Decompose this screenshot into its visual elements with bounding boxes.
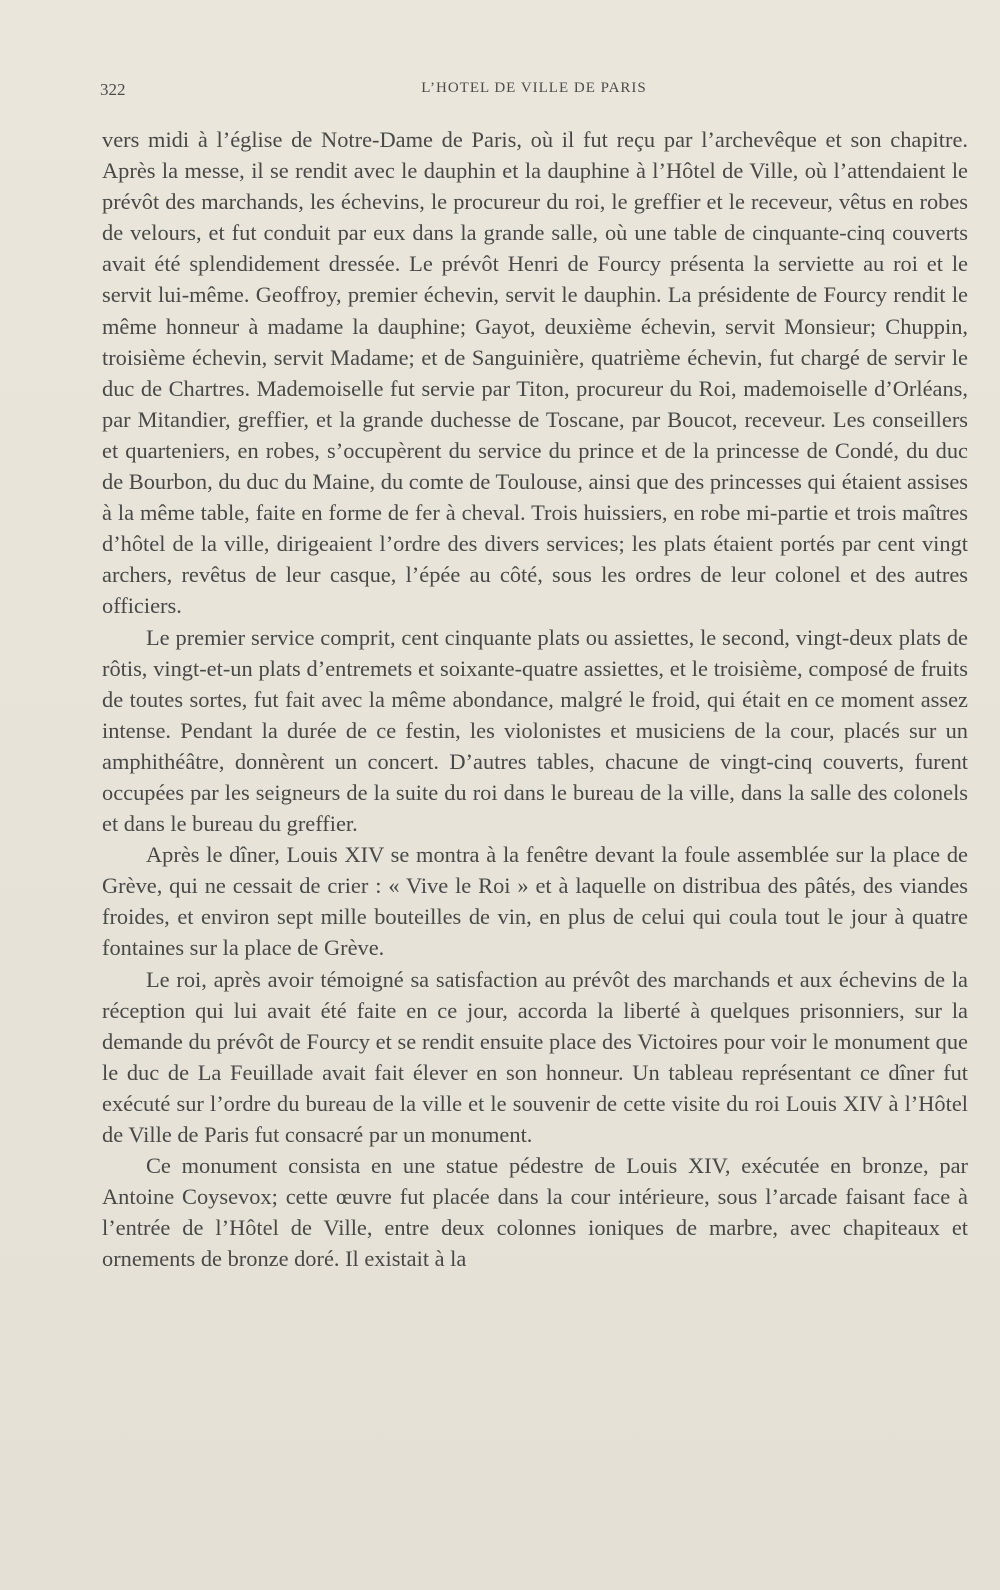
- paragraph-2: Le premier service comprit, cent cinquante plats ou assiettes, le second, vingt-deux plats de rôtis, vingt-et-un plats d’entremets et soixante-quatre assiettes, et le troisième, composé de fruits de toutes sortes, fut fait avec la même abondance, malgré le froid, qui était en ce moment assez intense. Pendant la durée de ce festin, les violonistes et musiciens de la cour, placés sur un amphithéâtre, donnèrent un concert. D’autres tables, chacune de vingt-cinq couverts, furent occupées par les seigneurs de la suite du roi dans le bureau de la ville, dans la salle des colonels et dans le bureau du greffier.: [102, 624, 968, 837]
- paragraph-3: Après le dîner, Louis XIV se montra à la fenêtre devant la foule assemblée sur la place de Grève, qui ne cessait de crier : « Vive le Roi » et à laquelle on distribua des pâtés, des viandes froides, et environ sept mille bouteilles de vin, en plus de celui qui coula tout le jour à quatre fontaines sur la place de Grève.: [102, 842, 968, 961]
- body-text: [102, 124, 968, 1274]
- paragraph-4: Le roi, après avoir témoigné sa satisfaction au prévôt des marchands et aux échevins de la réception qui lui avait été faite en ce jour, accorda la liberté à quelques prisonniers, sur la demande du prévôt de Fourcy et se rendit ensuite place des Victoires pour voir le monument que le duc de La Feuillade avait fait élever en son honneur. Un tableau représentant ce dîner fut exécuté sur l’ordre du bureau de la ville et le souvenir de cette visite du roi Louis XIV à l’Hôtel de Ville de Paris fut consacré par un monument.: [102, 966, 968, 1147]
- page-number: 322: [100, 80, 126, 99]
- running-head: L’HOTEL DE VILLE DE PARIS: [421, 80, 647, 96]
- page-header: [100, 80, 968, 110]
- paragraph-1: vers midi à l’église de Notre-Dame de Paris, où il fut reçu par l’archevêque et son chapitre. Après la messe, il se rendit avec le dauphin et la dauphine à l’Hôtel de Ville, où l’attendaient le prévôt des marchands, les échevins, le procureur du roi, le greffier et le receveur, vêtus en robes de velours, et fut conduit par eux dans la grande salle, où une table de cinquante-cinq couverts avait été splendidement dressée. Le prévôt Henri de Fourcy présenta la serviette au roi et le servit lui-même. Geoffroy, premier échevin, servit le dauphin. La présidente de Fourcy rendit le même honneur à madame la dauphine; Gayot, deuxième échevin, servit Monsieur; Chuppin, troisième échevin, servit Madame; et de Sanguinière, quatrième échevin, fut chargé de servir le duc de Chartres. Mademoiselle fut servie par Titon, procureur du Roi, mademoiselle d’Orléans, par Mitandier, greffier, et la grande duchesse de Toscane, par Boucot, receveur. Les conseillers et quarteniers, en robes, s’occupèrent du service du prince et de la princesse de Condé, du duc de Bourbon, du duc du Maine, du comte de Toulouse, ainsi que des princesses qui étaient assises à la même table, faite en forme de fer à cheval. Trois huissiers, en robe mi-partie et trois maîtres d’hôtel de la ville, dirigeaient l’ordre des divers services; les plats étaient portés par cent vingt archers, revêtus de leur casque, l’épée au côté, sous les ordres de leur colonel et des autres officiers.: [102, 127, 968, 619]
- paragraph-5: Ce monument consista en une statue pédestre de Louis XIV, exécutée en bronze, par Antoine Coysevox; cette œuvre fut placée dans la cour intérieure, sous l’arcade faisant face à l’entrée de l’Hôtel de Ville, entre deux colonnes ioniques de marbre, avec chapiteaux et ornements de bronze doré. Il existait à la: [102, 1153, 968, 1272]
